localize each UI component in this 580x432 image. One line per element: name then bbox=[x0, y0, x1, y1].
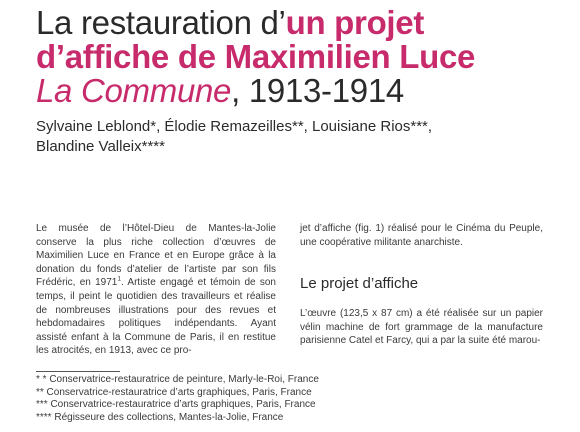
article-title bbox=[36, 6, 576, 108]
body-text-left-cont: . Artiste engagé et témoin de son temps, il peint le quotidien des travailleurs et réalise de nombreuses illustrations pour des revues et hebdomadaires politiques indépendants. Ayant assisté enfant à la Commune de Paris, il en restitue les atrocités, en 1913, avec ce pro- bbox=[36, 277, 276, 357]
footnote-ref: 1 bbox=[117, 276, 121, 284]
footnote-divider bbox=[36, 371, 120, 372]
title-part-plain: La restauration d’ bbox=[36, 4, 286, 41]
section-heading: Le projet d’affiche bbox=[300, 275, 419, 293]
footnote-3: *** Conservatrice-restauratrice d’arts graphiques, Paris, France bbox=[36, 399, 316, 411]
footnote-2: ** Conservatrice-restauratrice d’arts graphiques, Paris, France bbox=[36, 386, 312, 398]
footnote-4: **** Régisseure des collections, Mantes-la-Jolie, France bbox=[36, 411, 284, 423]
body-column-left bbox=[36, 222, 276, 358]
title-part-date: , 1913-1914 bbox=[231, 72, 404, 109]
footnotes bbox=[36, 374, 356, 424]
body-paragraph-left bbox=[36, 222, 276, 358]
title-part-accent-1: un projet bbox=[285, 4, 425, 41]
body-paragraph-right-intro: jet d’affiche (fig. 1) réalisé pour le Cinéma du Peuple, une coopérative militante anarchiste. bbox=[300, 223, 543, 248]
footnote-1: * * Conservatrice-restauratrice de peinture, Marly-le-Roi, France bbox=[36, 374, 319, 385]
title-part-accent-2: d’affiche de Maximilien Luce bbox=[36, 38, 476, 75]
title-part-italic: La Commune bbox=[36, 72, 232, 109]
body-paragraph-right-section: L’œuvre (123,5 x 87 cm) a été réalisée sur un papier vélin machine de fort grammage de la manufacture parisienne Catel et Farcy, qui a par la suite été marou- bbox=[300, 308, 543, 347]
body-column-right bbox=[300, 222, 543, 348]
authors-line: Sylvaine Leblond*, Élodie Remazeilles**, Louisiane Rios***, Blandine Valleix**** bbox=[36, 118, 433, 155]
body-text-left: Le musée de l’Hôtel-Dieu de Mantes-la-Jolie conserve la plus riche collection d’œuvres de Maximilien Luce en France et en Europe grâce à la donation du fonds d’atelier de l’artiste par son fils Frédéric, en 1971 bbox=[36, 223, 276, 289]
